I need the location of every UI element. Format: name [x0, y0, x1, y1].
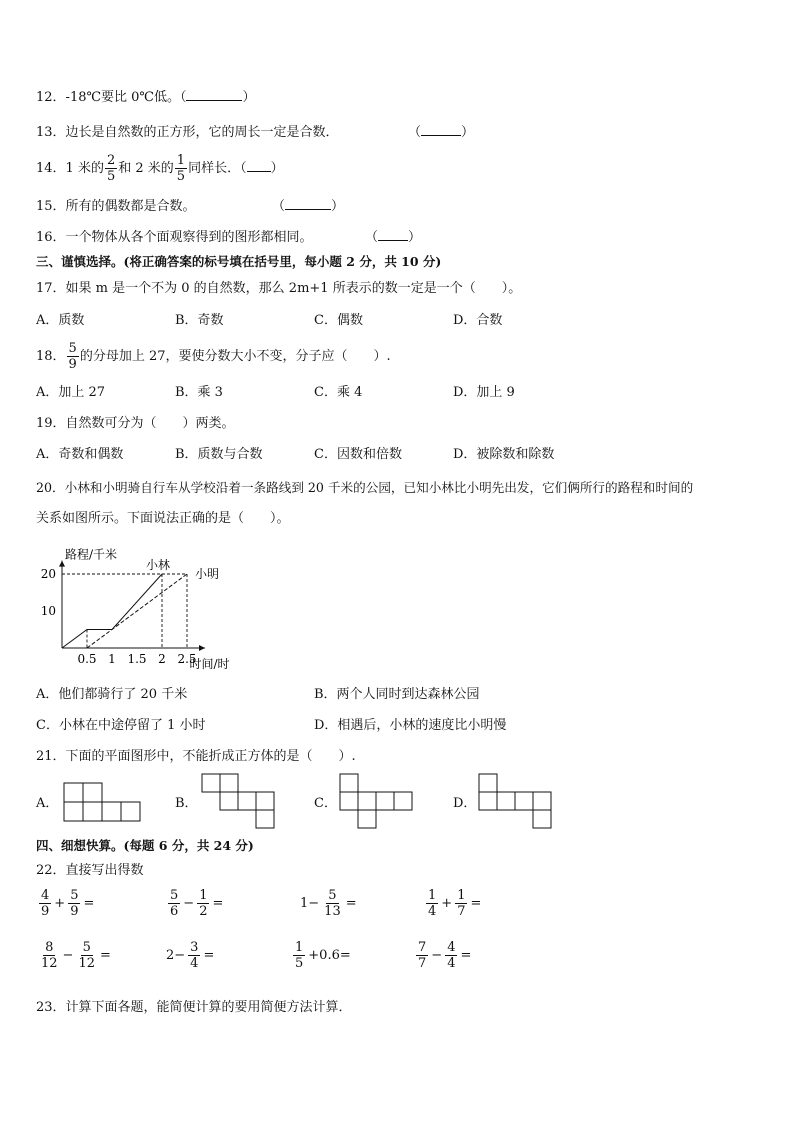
- answer-blank[interactable]: [247, 159, 271, 172]
- section-4-heading: 四、细想快算。(每题 6 分，共 24 分): [36, 838, 254, 853]
- fraction: [68, 888, 80, 919]
- numerator: 1: [176, 153, 186, 168]
- denominator: 4: [428, 904, 437, 919]
- question-20-line-2: 关系如图所示。下面说法正确的是（ ）。: [36, 511, 290, 526]
- question-21: [36, 747, 356, 767]
- numerator: 8: [45, 940, 54, 955]
- option-c[interactable]: C．因数和倍数: [314, 447, 402, 462]
- bracket-close: ）: [461, 125, 475, 140]
- operator: +0.6=: [308, 948, 351, 963]
- x-tick-label: 0.5: [77, 652, 97, 666]
- question-19: [36, 414, 235, 434]
- question-17: [36, 279, 521, 299]
- numerator: 3: [190, 940, 199, 955]
- question-number: 19．: [36, 416, 66, 431]
- y-axis-label: 路程/千米: [65, 547, 118, 562]
- denominator: 12: [41, 956, 58, 971]
- question-number: 16．: [36, 230, 66, 245]
- fraction: [426, 888, 438, 919]
- fraction: [322, 888, 343, 919]
- cube-net-d[interactable]: [477, 772, 559, 834]
- answer-blank[interactable]: [378, 228, 408, 241]
- calc-item: [425, 888, 483, 919]
- fraction: [293, 940, 305, 971]
- series-line-1: [62, 574, 162, 648]
- numerator: 5: [328, 888, 337, 903]
- bracket-open: （: [272, 199, 286, 214]
- equals: =: [100, 948, 111, 963]
- equals: =: [212, 896, 224, 911]
- option-c[interactable]: C．偶数: [314, 313, 363, 328]
- denominator: 4: [447, 956, 456, 971]
- question-20: [36, 478, 693, 498]
- numerator: 5: [170, 888, 179, 903]
- numerator: 5: [70, 888, 79, 903]
- operator: −: [431, 948, 443, 963]
- denominator: 5: [295, 956, 304, 971]
- option-d-label[interactable]: D．: [453, 796, 477, 811]
- numerator: 1: [199, 888, 208, 903]
- x-axis-label: 时间/时: [189, 657, 230, 671]
- x-tick-label: 2.5: [177, 652, 197, 666]
- fraction: [168, 888, 180, 919]
- calc-item: [298, 888, 359, 919]
- numerator: 5: [68, 341, 77, 356]
- bracket-close: ）: [331, 199, 345, 214]
- denominator: 13: [324, 904, 341, 919]
- question-18: [36, 338, 391, 376]
- numerator: 1: [295, 940, 304, 955]
- question-number: 18．: [36, 349, 66, 364]
- question-text: 计算下面各题，能简便计算的要用简便方法计算．: [65, 1000, 352, 1015]
- denominator: 12: [78, 956, 95, 971]
- question-13: [36, 123, 339, 143]
- option-a-label[interactable]: A．: [36, 796, 59, 811]
- option-a[interactable]: A．质数: [36, 313, 85, 328]
- denominator: 2: [199, 904, 208, 919]
- series-label-1: 小林: [146, 558, 171, 572]
- x-tick-label: 1.5: [127, 652, 147, 666]
- option-d[interactable]: D．合数: [453, 313, 503, 328]
- numerator: 1: [457, 888, 466, 903]
- series-label-2: 小明: [195, 567, 220, 581]
- calc-item: [164, 940, 216, 971]
- question-14: [36, 150, 284, 188]
- numerator: 5: [82, 940, 91, 955]
- option-b[interactable]: B．两个人同时到达森林公园: [314, 687, 480, 702]
- x-tick-label: 2: [158, 652, 166, 666]
- denominator: 7: [418, 956, 427, 971]
- option-a[interactable]: A．他们都骑行了 20 千米: [36, 687, 188, 702]
- calc-item: [38, 940, 113, 971]
- denominator: 6: [170, 904, 179, 919]
- question-12: [36, 88, 256, 108]
- denominator: 9: [70, 904, 79, 919]
- denominator: 4: [190, 956, 199, 971]
- answer-blank[interactable]: [421, 123, 461, 136]
- equals: =: [83, 896, 95, 911]
- answer-blank[interactable]: [186, 88, 242, 101]
- x-axis-arrow: [199, 645, 205, 651]
- question-16: [36, 228, 313, 248]
- fraction: [188, 940, 200, 971]
- equals: =: [460, 948, 472, 963]
- fraction: [175, 153, 187, 184]
- option-c[interactable]: C．乘 4: [314, 385, 363, 400]
- equals: =: [345, 896, 357, 911]
- option-b[interactable]: B．奇数: [175, 313, 224, 328]
- question-text: 一个物体从各个面观察得到的图形都相同。: [65, 230, 313, 245]
- numerator: 2: [106, 153, 116, 168]
- question-text: 自然数可分为（ ）两类。: [65, 416, 235, 431]
- question-text: -18℃要比 0℃低。（: [65, 90, 187, 105]
- question-text-line-1: 小林和小明骑自行车从学校沿着一条路线到 20 千米的公园，已知小林比小明先出发，它们俩所行的路程和时间的: [64, 480, 694, 495]
- distance-time-chart: [36, 544, 276, 676]
- option-b[interactable]: B．乘 3: [175, 385, 223, 400]
- fraction: [67, 341, 79, 372]
- y-tick-label: 10: [40, 604, 56, 618]
- question-text: 直接写出得数: [65, 863, 144, 878]
- question-15-answer: [272, 197, 344, 217]
- question-text: 1 米的: [65, 161, 104, 176]
- numerator: 4: [447, 940, 456, 955]
- equals: =: [203, 948, 215, 963]
- question-number: 23．: [36, 1000, 66, 1015]
- numerator: 1: [428, 888, 437, 903]
- bracket-close: ）: [242, 90, 256, 105]
- operand: 1−: [300, 896, 320, 911]
- section-3-heading: 三、谨慎选择。(将正确答案的标号填在括号里，每小题 2 分，共 10 分): [36, 254, 442, 269]
- fraction: [76, 940, 97, 971]
- answer-blank[interactable]: [285, 197, 331, 210]
- numerator: 7: [418, 940, 427, 955]
- fraction: [39, 888, 51, 919]
- question-number: 14．: [36, 161, 66, 176]
- calc-item: [292, 940, 353, 971]
- bracket-open: （: [365, 230, 379, 245]
- option-d[interactable]: D．相遇后，小林的速度比小明慢: [314, 718, 507, 733]
- option-d[interactable]: D．加上 9: [453, 385, 515, 400]
- option-b-label[interactable]: B．: [175, 796, 198, 811]
- bracket-open: （: [408, 125, 422, 140]
- operator: −: [62, 948, 74, 963]
- calc-item: [167, 888, 225, 919]
- operator: +: [441, 896, 453, 911]
- question-number: 17．: [36, 281, 66, 296]
- cube-net-c[interactable]: [338, 772, 418, 834]
- calc-item: [415, 940, 473, 971]
- fraction: [197, 888, 209, 919]
- denominator: 5: [106, 169, 116, 184]
- denominator: 5: [176, 169, 186, 184]
- operator: −: [183, 896, 195, 911]
- operand: 2−: [166, 948, 186, 963]
- question-number: 20．: [36, 480, 65, 495]
- fraction: [416, 940, 428, 971]
- question-number: 21．: [36, 749, 66, 764]
- option-a[interactable]: A．加上 27: [36, 385, 106, 400]
- bracket-close: ）: [270, 161, 284, 176]
- question-15: [36, 197, 196, 217]
- question-text: 所有的偶数都是合数。: [65, 199, 196, 214]
- question-text: 如果 m 是一个不为 0 的自然数，那么 2m+1 所表示的数一定是一个（ ）。: [65, 281, 522, 296]
- question-23: [36, 998, 352, 1018]
- fraction: [455, 888, 467, 919]
- series-line-2: [87, 574, 187, 648]
- option-b[interactable]: B．质数与合数: [175, 447, 263, 462]
- option-a[interactable]: A．奇数和偶数: [36, 447, 124, 462]
- operator: +: [54, 896, 66, 911]
- denominator: 9: [41, 904, 50, 919]
- question-text: 的分母加上 27，要使分数大小不变，分子应（ ）.: [79, 349, 391, 364]
- fraction: [39, 940, 60, 971]
- option-c[interactable]: C．小林在中途停留了 1 小时: [36, 718, 206, 733]
- bracket-close: ）: [408, 230, 422, 245]
- numerator: 4: [41, 888, 50, 903]
- denominator: 9: [68, 357, 77, 372]
- question-text: 和 2 米的: [118, 161, 174, 176]
- cube-net-a[interactable]: [63, 780, 145, 824]
- question-13-answer: [408, 123, 474, 143]
- question-16-answer: [365, 228, 421, 248]
- question-text: 下面的平面图形中，不能折成正方体的是（ ）.: [65, 749, 356, 764]
- fraction: [105, 153, 117, 184]
- y-tick-label: 20: [40, 567, 56, 581]
- question-22: [36, 861, 144, 881]
- option-c-label[interactable]: C．: [314, 796, 337, 811]
- question-text: 同样长．（: [188, 161, 247, 176]
- calc-item: [38, 888, 96, 919]
- question-number: 12．: [36, 90, 66, 105]
- option-d[interactable]: D．被除数和除数: [453, 447, 555, 462]
- question-number: 13．: [36, 125, 66, 140]
- question-text: 边长是自然数的正方形，它的周长一定是合数．: [65, 125, 339, 140]
- denominator: 7: [457, 904, 466, 919]
- question-number: 22．: [36, 863, 66, 878]
- question-number: 15．: [36, 199, 66, 214]
- equals: =: [470, 896, 482, 911]
- fraction: [445, 940, 457, 971]
- cube-net-b[interactable]: [200, 772, 280, 834]
- x-tick-label: 1: [108, 652, 116, 666]
